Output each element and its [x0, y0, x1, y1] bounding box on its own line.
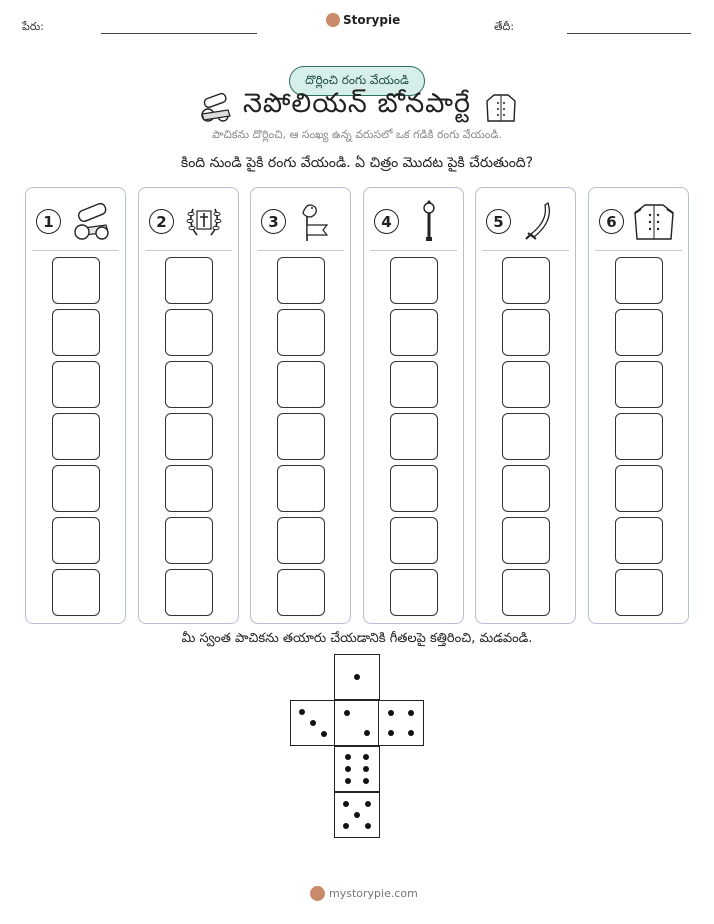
- question: కింది నుండి పైకి రంగు వేయండి. ఏ చిత్రం మొదట పైకి చేరుతుంది?: [180, 155, 534, 171]
- color-cell[interactable]: [165, 569, 213, 616]
- date-line[interactable]: [567, 33, 691, 34]
- column-divider: [595, 250, 682, 251]
- color-cell[interactable]: [390, 361, 438, 408]
- color-cell[interactable]: [52, 413, 100, 460]
- footer-url[interactable]: mystorypie.com: [329, 887, 418, 900]
- pip: [345, 766, 351, 772]
- color-cell[interactable]: [165, 257, 213, 304]
- column-divider: [32, 250, 119, 251]
- footer: [310, 886, 418, 901]
- name-line[interactable]: [101, 33, 257, 34]
- activity-badge: దొర్లించి రంగు వేయండి: [289, 66, 425, 96]
- eagle-flag-icon: [293, 199, 339, 243]
- color-cell[interactable]: [277, 361, 325, 408]
- column-1: [25, 187, 126, 624]
- color-cell[interactable]: [52, 569, 100, 616]
- cannon-icon: [68, 199, 114, 243]
- pip: [388, 730, 394, 736]
- subtitle: పాచికను దొర్లించి, ఆ సంఖ్య ఉన్న వరుసలో ఒక గడికి రంగు వేయండి.: [212, 128, 502, 141]
- name-label: పేరు:: [22, 20, 44, 33]
- color-cell[interactable]: [502, 465, 550, 512]
- column-2: [138, 187, 239, 624]
- pip: [345, 754, 351, 760]
- brand-name: Storypie: [343, 13, 401, 27]
- color-cell[interactable]: [165, 413, 213, 460]
- pip: [310, 720, 316, 726]
- pip: [354, 812, 360, 818]
- dice-face-3: [290, 700, 336, 746]
- pip: [299, 709, 305, 715]
- color-cell[interactable]: [502, 257, 550, 304]
- color-cell[interactable]: [615, 465, 663, 512]
- page-title: నెపోలియన్ బోనపార్టే: [242, 88, 472, 119]
- color-cell[interactable]: [502, 569, 550, 616]
- column-number: 1: [36, 209, 61, 234]
- laurel-cross-icon: [181, 199, 227, 243]
- pip: [365, 823, 371, 829]
- color-cell[interactable]: [165, 361, 213, 408]
- pip: [321, 731, 327, 737]
- dice-face-1: [334, 654, 380, 700]
- color-cell[interactable]: [277, 465, 325, 512]
- color-cell[interactable]: [390, 257, 438, 304]
- color-cell[interactable]: [390, 309, 438, 356]
- color-cell[interactable]: [615, 361, 663, 408]
- color-cell[interactable]: [615, 309, 663, 356]
- column-divider: [145, 250, 232, 251]
- color-cell[interactable]: [277, 257, 325, 304]
- column-number: 5: [486, 209, 511, 234]
- color-cell[interactable]: [615, 257, 663, 304]
- column-number: 3: [261, 209, 286, 234]
- cut-instruction: మీ స్వంత పాచికను తయారు చేయడానికి గీతలపై కత్తిరించి, మడవండి.: [181, 631, 533, 646]
- pip: [345, 778, 351, 784]
- column-divider: [257, 250, 344, 251]
- pip: [343, 823, 349, 829]
- color-cell[interactable]: [390, 413, 438, 460]
- column-number: 2: [149, 209, 174, 234]
- color-cell[interactable]: [165, 309, 213, 356]
- color-cell[interactable]: [52, 309, 100, 356]
- pip: [408, 730, 414, 736]
- military-jacket-icon: [484, 91, 518, 125]
- column-divider: [370, 250, 457, 251]
- color-cell[interactable]: [52, 517, 100, 564]
- military-jacket-icon: [631, 199, 677, 243]
- dice-net: [290, 654, 426, 836]
- color-cell[interactable]: [165, 517, 213, 564]
- column-3: [250, 187, 351, 624]
- color-cell[interactable]: [165, 465, 213, 512]
- sabre-icon: [518, 199, 564, 243]
- pip: [363, 766, 369, 772]
- pip: [364, 730, 370, 736]
- color-cell[interactable]: [615, 413, 663, 460]
- color-cell[interactable]: [52, 257, 100, 304]
- color-cell[interactable]: [502, 413, 550, 460]
- color-cell[interactable]: [277, 413, 325, 460]
- pip: [354, 674, 360, 680]
- color-cell[interactable]: [390, 465, 438, 512]
- storypie-bear-icon: [326, 13, 340, 27]
- storypie-bear-icon: [310, 886, 325, 901]
- color-cell[interactable]: [615, 517, 663, 564]
- pip: [408, 710, 414, 716]
- pip: [343, 801, 349, 807]
- color-cell[interactable]: [52, 465, 100, 512]
- color-cell[interactable]: [390, 517, 438, 564]
- brand-logo: [326, 13, 400, 27]
- color-cell[interactable]: [52, 361, 100, 408]
- column-number: 6: [599, 209, 624, 234]
- pip: [388, 710, 394, 716]
- column-5: [475, 187, 576, 624]
- pip: [363, 778, 369, 784]
- color-cell[interactable]: [502, 361, 550, 408]
- scepter-icon: [406, 199, 452, 243]
- color-cell[interactable]: [502, 309, 550, 356]
- column-4: [363, 187, 464, 624]
- color-cell[interactable]: [277, 309, 325, 356]
- pip: [365, 801, 371, 807]
- column-number: 4: [374, 209, 399, 234]
- dice-face-2: [334, 700, 380, 746]
- date-label: తేదీ:: [494, 20, 515, 33]
- dice-face-6: [334, 746, 380, 792]
- dice-face-5: [334, 792, 380, 838]
- column-6: [588, 187, 689, 624]
- color-cell[interactable]: [615, 569, 663, 616]
- pip: [363, 754, 369, 760]
- column-divider: [482, 250, 569, 251]
- color-cell[interactable]: [277, 517, 325, 564]
- color-cell[interactable]: [502, 517, 550, 564]
- dice-face-4: [378, 700, 424, 746]
- pip: [344, 710, 350, 716]
- color-cell[interactable]: [390, 569, 438, 616]
- color-cell[interactable]: [277, 569, 325, 616]
